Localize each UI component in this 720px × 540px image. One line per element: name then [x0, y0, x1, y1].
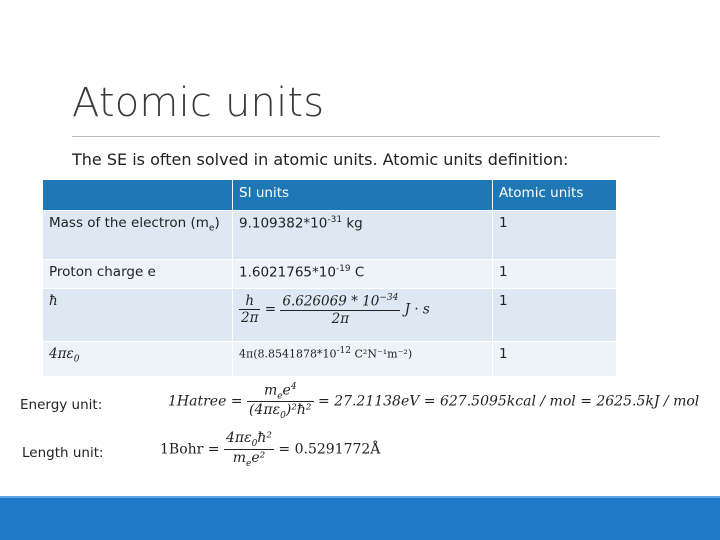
quantity-cell: Proton charge e [43, 260, 233, 289]
si-unit: J · s [404, 301, 430, 318]
energy-unit-equation [168, 382, 699, 421]
fraction-denominator: 2π [331, 310, 350, 327]
quantity-subscript: e [208, 223, 215, 234]
table-row [43, 289, 617, 342]
length-den-tail: e² [251, 449, 266, 466]
table-header-cell: SI units [233, 180, 493, 211]
length-den-m: m [232, 449, 246, 466]
length-den-sub: e [245, 458, 252, 469]
si-unit: C²N⁻¹m⁻²) [354, 347, 413, 361]
si-exponent: -12 [336, 346, 352, 356]
si-exponent: -31 [327, 215, 343, 225]
length-num-tail: ħ² [257, 430, 272, 446]
quantity-label: 4πε [49, 346, 74, 362]
si-unit: C [350, 264, 365, 281]
length-rhs: = 0.5291772Å [278, 441, 381, 458]
si-value: 1.6021765*10 [239, 264, 336, 281]
au-value-cell: 1 [493, 342, 617, 377]
au-value-cell: 1 [493, 289, 617, 342]
energy-rhs: = 27.21138eV = 627.5095kcal / mol = 2625.5kJ / mol [317, 393, 700, 410]
si-exponent: -19 [335, 264, 351, 274]
slide-title: Atomic units [72, 80, 325, 126]
length-lhs: 1Bohr = [160, 441, 220, 458]
fraction-value [280, 293, 400, 327]
length-unit-label: Length unit: [22, 445, 104, 461]
energy-fraction [247, 382, 314, 421]
quantity-subscript: 0 [73, 354, 80, 365]
table-header-cell [43, 180, 233, 211]
energy-lhs: 1Hatree = [168, 393, 243, 410]
fraction-denominator: 2π [241, 310, 259, 327]
energy-numerator [247, 382, 314, 402]
energy-unit-label: Energy unit: [20, 397, 103, 413]
numerator-exponent: −34 [379, 293, 399, 303]
energy-num-e: e [282, 382, 291, 399]
si-unit: kg [342, 215, 363, 232]
length-unit-equation [160, 430, 380, 469]
title-divider [72, 136, 660, 137]
si-value: 4π(8.8541878*10 [239, 347, 337, 361]
quantity-cell [43, 342, 233, 377]
energy-num-sub: e [277, 391, 283, 402]
length-num-main: 4πε [225, 430, 252, 446]
si-value-cell [233, 260, 493, 289]
si-value: 9.109382*10 [239, 215, 328, 232]
intro-text: The SE is often solved in atomic units. Atomic units definition: [72, 150, 569, 169]
si-value-cell [233, 342, 493, 377]
table-row [43, 211, 617, 260]
energy-den-tail: )²ħ² [285, 402, 312, 419]
length-fraction [224, 430, 274, 469]
au-value-cell: 1 [493, 260, 617, 289]
energy-num-m: m [263, 382, 278, 399]
energy-den-sub: 0 [280, 411, 286, 422]
table-header-cell: Atomic units [493, 180, 617, 211]
length-num-sub: 0 [251, 438, 258, 449]
quantity-cell [43, 211, 233, 260]
au-value-cell: 1 [493, 211, 617, 260]
fraction-numerator [280, 293, 400, 311]
quantity-cell: ħ [43, 289, 233, 342]
quantity-label-tail: ) [214, 215, 220, 231]
table-row [43, 260, 617, 289]
equals-sign: = [264, 301, 277, 318]
energy-denominator [247, 402, 314, 421]
length-numerator [224, 430, 274, 450]
energy-num-exp: 4 [290, 382, 297, 392]
table-row [43, 342, 617, 377]
quantity-label: Mass of the electron (m [49, 215, 209, 231]
footer-bar [0, 498, 720, 540]
fraction-numerator: h [239, 293, 260, 310]
atomic-units-table [42, 179, 617, 377]
fraction-h-over-2pi [239, 293, 260, 326]
table-header-row [43, 180, 617, 211]
si-value-cell [233, 211, 493, 260]
si-value-cell [233, 289, 493, 342]
numerator-value: 6.626069 * 10 [282, 293, 380, 310]
length-denominator [224, 450, 274, 469]
energy-den-main: (4πε [249, 402, 281, 419]
